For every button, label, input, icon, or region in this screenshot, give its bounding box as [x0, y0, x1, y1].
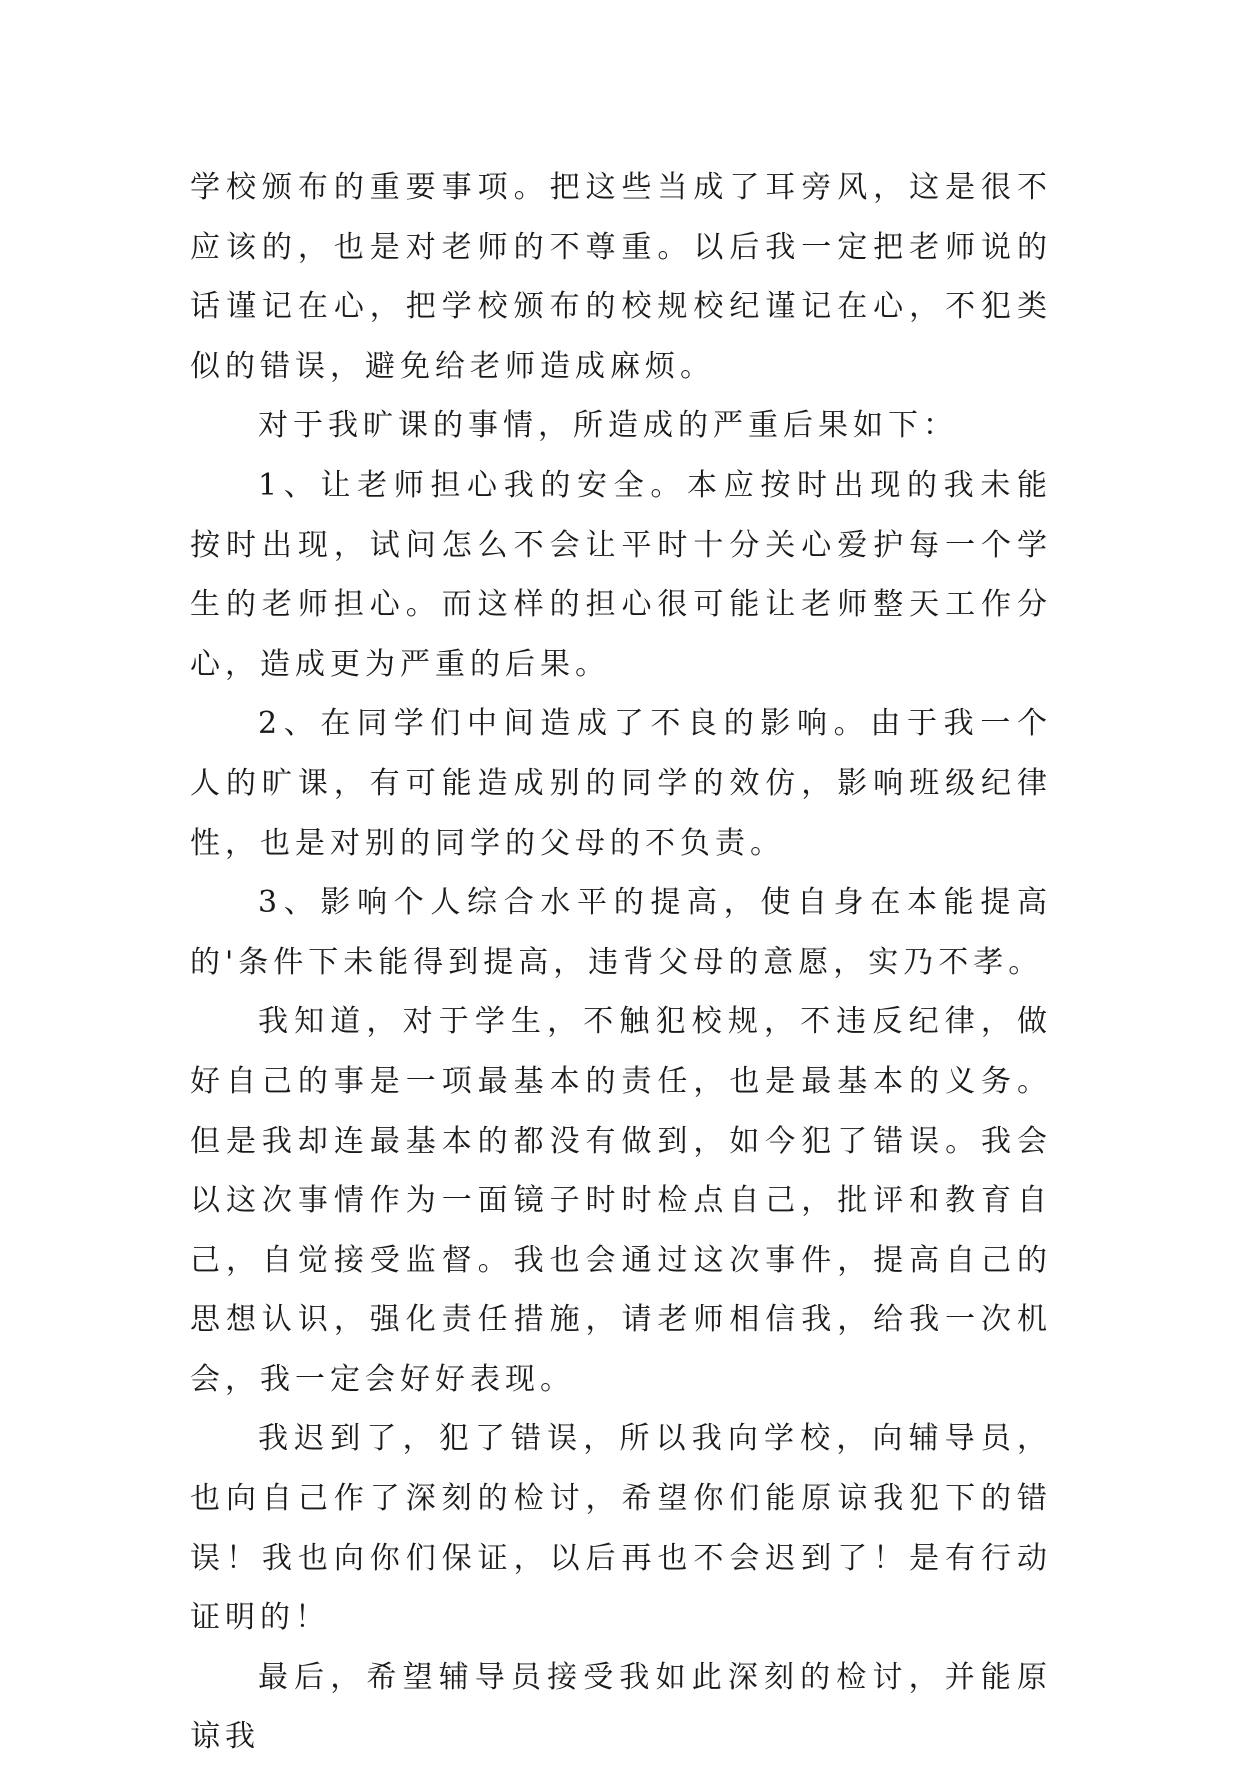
paragraph-4: 2、在同学们中间造成了不良的影响。由于我一个人的旷课，有可能造成别的同学的效仿，影响班级纪律性，也是对别的同学的父母的不负责。: [190, 706, 1052, 861]
document-body: [190, 158, 1052, 1767]
paragraph-6: 我知道，对于学生，不触犯校规，不违反纪律，做好自己的事是一项最基本的责任，也是最基本的义务。但是我却连最基本的都没有做到，如今犯了错误。我会以这次事情作为一面镜子时时检点自己，批评和教育自己，自觉接受监督。我也会通过这次事件，提高自己的思想认识，强化责任措施，请老师相信我，给我一次机会，我一定会好好表现。: [190, 1004, 1052, 1397]
paragraph-8: 最后，希望辅导员接受我如此深刻的检讨，并能原谅我: [190, 1659, 1052, 1755]
paragraph-3: 1、让老师担心我的安全。本应按时出现的我未能按时出现，试问怎么不会让平时十分关心爱护每一个学生的老师担心。而这样的担心很可能让老师整天工作分心，造成更为严重的后果。: [190, 467, 1052, 682]
paragraph-1: 学校颁布的重要事项。把这些当成了耳旁风，这是很不应该的，也是对老师的不尊重。以后我一定把老师说的话谨记在心，把学校颁布的校规校纪谨记在心，不犯类似的错误，避免给老师造成麻烦。: [190, 170, 1052, 384]
paragraph-7: 我迟到了，犯了错误，所以我向学校，向辅导员，也向自己作了深刻的检讨，希望你们能原谅我犯下的错误！我也向你们保证，以后再也不会迟到了！是有行动证明的！: [190, 1421, 1052, 1636]
paragraph-5: 3、影响个人综合水平的提高，使自身在本能提高的'条件下未能得到提高，违背父母的意愿，实乃不孝。: [190, 885, 1052, 980]
paragraph-2: 对于我旷课的事情，所造成的严重后果如下：: [258, 408, 958, 444]
